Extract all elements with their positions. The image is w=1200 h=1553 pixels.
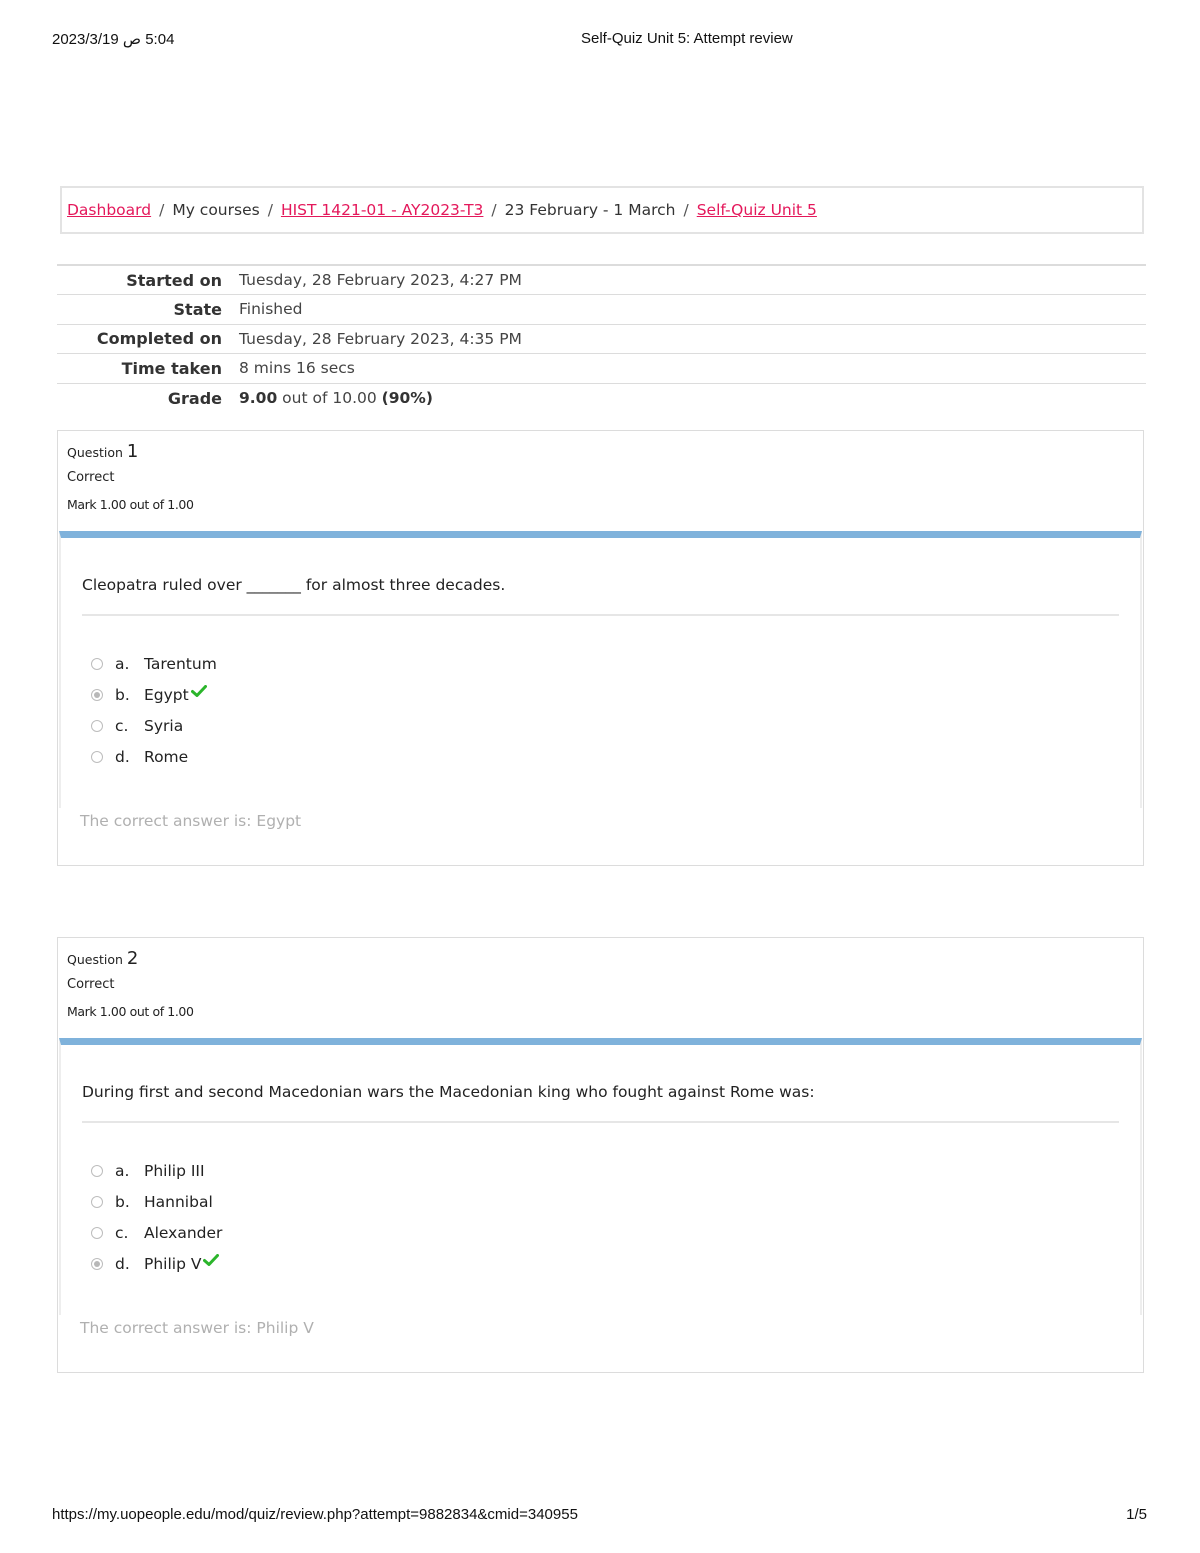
page-number: 1/5 xyxy=(1126,1506,1147,1523)
breadcrumb-separator: / xyxy=(491,201,497,219)
option-text: Rome xyxy=(144,747,189,766)
question-state: Correct xyxy=(67,470,115,485)
question-divider xyxy=(82,1121,1119,1123)
question-text: During first and second Macedonian wars the Macedonian king who fought against Rome was: xyxy=(82,1083,815,1101)
radio-button[interactable] xyxy=(91,658,103,670)
question-mark: Mark 1.00 out of 1.00 xyxy=(67,1004,194,1019)
correct-answer-feedback: The correct answer is: Philip V xyxy=(80,1319,314,1337)
option-text: Syria xyxy=(144,716,184,735)
option-letter: a. xyxy=(115,654,130,673)
summary-label: Completed on xyxy=(96,329,222,349)
question-number: 2 xyxy=(126,948,139,969)
answer-option-d[interactable] xyxy=(91,1248,222,1279)
grade-score: 9.00 xyxy=(239,389,278,407)
summary-value: 8 mins 16 secs xyxy=(239,359,355,378)
breadcrumb-separator: / xyxy=(159,201,165,219)
radio-button[interactable] xyxy=(91,751,103,763)
radio-button-selected[interactable] xyxy=(91,689,103,701)
question-1 xyxy=(57,430,1144,866)
option-letter: b. xyxy=(115,685,130,704)
question-content xyxy=(59,1038,1142,1315)
radio-button[interactable] xyxy=(91,1196,103,1208)
check-icon xyxy=(191,685,207,697)
option-letter: b. xyxy=(115,1192,130,1211)
attempt-summary-table xyxy=(57,264,1146,413)
option-letter: d. xyxy=(115,1254,130,1273)
summary-label: State xyxy=(173,299,222,319)
option-letter: d. xyxy=(115,747,130,766)
print-datetime: 5:04 ص 2023/3/19 xyxy=(52,31,175,48)
option-text: Hannibal xyxy=(144,1192,213,1211)
question-number: 1 xyxy=(126,441,139,462)
grade-percent: (90%) xyxy=(381,389,433,407)
question-info xyxy=(67,441,194,512)
print-title: Self-Quiz Unit 5: Attempt review xyxy=(581,30,793,47)
summary-label: Grade xyxy=(167,388,222,408)
grade-out-of: out of 10.00 xyxy=(277,389,382,407)
breadcrumb xyxy=(60,186,1144,234)
option-text: Tarentum xyxy=(144,654,217,673)
answer-option-d[interactable] xyxy=(91,741,217,772)
question-text: Cleopatra ruled over _______ for almost three decades. xyxy=(82,576,506,594)
breadcrumb-separator: / xyxy=(267,201,273,219)
summary-value: Tuesday, 28 February 2023, 4:35 PM xyxy=(239,329,522,348)
option-letter: c. xyxy=(115,716,129,735)
print-footer xyxy=(0,1506,1200,1526)
print-url: https://my.uopeople.edu/mod/quiz/review.php?attempt=9882834&cmid=340955 xyxy=(52,1506,578,1523)
breadcrumb-quiz[interactable]: Self-Quiz Unit 5 xyxy=(696,201,817,219)
radio-button-selected[interactable] xyxy=(91,1258,103,1270)
summary-row-state xyxy=(57,295,1146,325)
radio-button[interactable] xyxy=(91,720,103,732)
answer-option-a[interactable] xyxy=(91,1155,222,1186)
option-text: Egypt xyxy=(144,685,189,704)
correct-answer-feedback: The correct answer is: Egypt xyxy=(80,812,302,830)
breadcrumb-separator: / xyxy=(683,201,689,219)
check-icon xyxy=(203,1254,219,1266)
answer-options xyxy=(91,648,217,772)
summary-label: Started on xyxy=(126,270,222,290)
question-content xyxy=(59,531,1142,808)
summary-label: Time taken xyxy=(121,358,222,378)
question-state: Correct xyxy=(67,977,115,992)
option-text: Philip V xyxy=(144,1254,202,1273)
answer-options xyxy=(91,1155,222,1279)
summary-row-time-taken xyxy=(57,354,1146,384)
question-mark: Mark 1.00 out of 1.00 xyxy=(67,497,194,512)
breadcrumb-course[interactable]: HIST 1421-01 - AY2023-T3 xyxy=(280,201,484,219)
summary-value: Tuesday, 28 February 2023, 4:27 PM xyxy=(239,271,522,289)
breadcrumb-dashboard[interactable]: Dashboard xyxy=(67,201,152,219)
summary-row-grade xyxy=(57,383,1146,413)
option-text: Alexander xyxy=(144,1223,223,1242)
breadcrumb-section: 23 February - 1 March xyxy=(504,201,676,219)
option-letter: a. xyxy=(115,1161,130,1180)
question-info xyxy=(67,948,194,1019)
option-letter: c. xyxy=(115,1223,129,1242)
print-header xyxy=(0,30,1200,50)
question-label: Question xyxy=(67,952,123,967)
question-divider xyxy=(82,614,1119,616)
breadcrumb-my-courses: My courses xyxy=(172,201,260,219)
answer-option-b[interactable] xyxy=(91,679,217,710)
grade-value xyxy=(239,383,1146,413)
answer-option-c[interactable] xyxy=(91,710,217,741)
summary-row-started-on xyxy=(57,265,1146,295)
answer-option-c[interactable] xyxy=(91,1217,222,1248)
summary-row-completed-on xyxy=(57,324,1146,354)
summary-value: Finished xyxy=(239,300,303,319)
question-label: Question xyxy=(67,445,123,460)
question-2 xyxy=(57,937,1144,1373)
answer-option-b[interactable] xyxy=(91,1186,222,1217)
option-text: Philip III xyxy=(144,1161,205,1180)
radio-button[interactable] xyxy=(91,1227,103,1239)
answer-option-a[interactable] xyxy=(91,648,217,679)
radio-button[interactable] xyxy=(91,1165,103,1177)
